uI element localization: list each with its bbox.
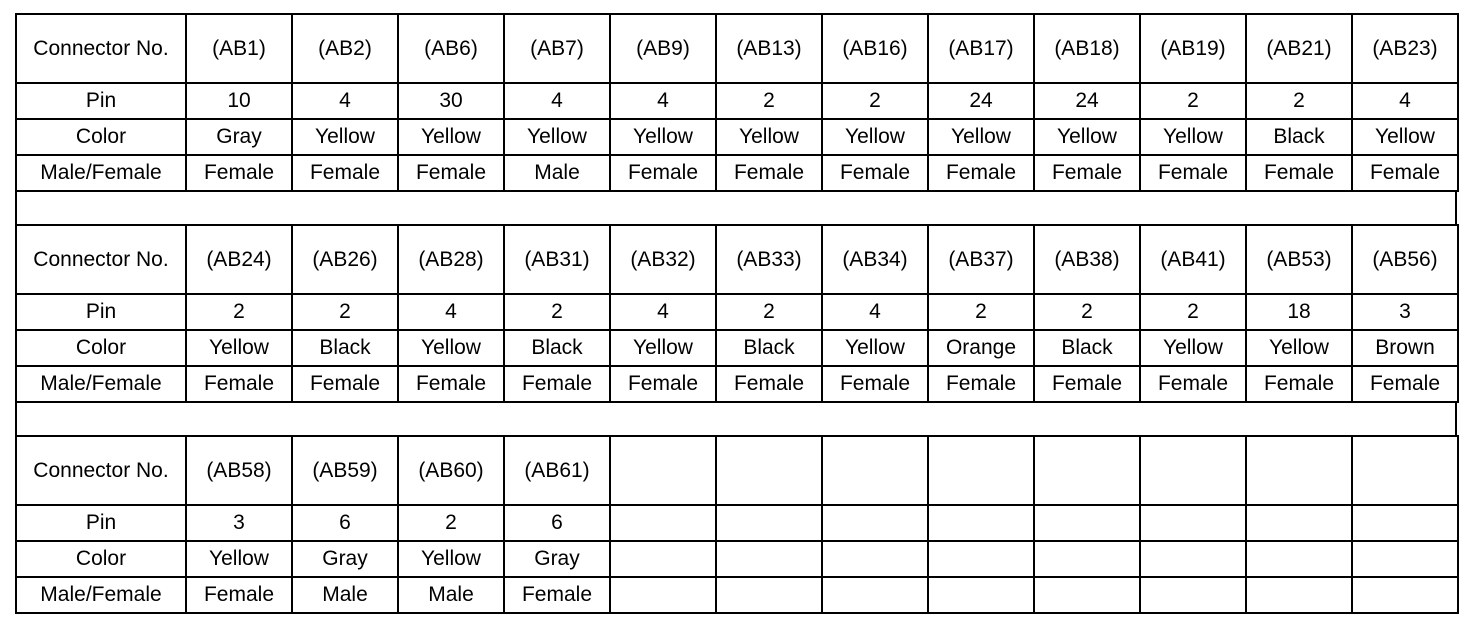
connector-gender-cell: Female [186,366,292,402]
pin-count-cell: 2 [186,294,292,330]
pin-count-cell [610,505,716,541]
row-pin [16,505,1458,541]
connector-gender-cell: Female [1140,155,1246,191]
pin-count-cell [1034,505,1140,541]
pin-count-cell: 4 [1352,83,1458,119]
connector-gender-cell: Female [716,155,822,191]
row-gender [16,577,1458,613]
connector-color-cell: Gray [504,541,610,577]
connector-gender-cell: Female [186,155,292,191]
connector-gender-cell [822,577,928,613]
connector-no-cell: (AB6) [398,14,504,83]
connector-color-cell: Gray [292,541,398,577]
connector-gender-cell [1140,577,1246,613]
pin-count-cell [1352,505,1458,541]
connector-no-cell: (AB31) [504,225,610,294]
pin-count-cell: 4 [610,294,716,330]
connector-gender-cell [610,577,716,613]
pin-count-cell: 2 [1246,83,1352,119]
connector-color-cell: Orange [928,330,1034,366]
connector-no-cell: (AB24) [186,225,292,294]
pin-count-cell [1140,505,1246,541]
connector-gender-cell: Female [1140,366,1246,402]
row-label-gender: Male/Female [16,155,186,191]
connector-color-cell: Yellow [716,119,822,155]
connector-gender-cell: Female [610,366,716,402]
connector-color-cell: Yellow [186,541,292,577]
connector-block-3 [15,435,1459,614]
row-pin [16,83,1458,119]
block-separator [15,192,1457,224]
row-label-gender: Male/Female [16,577,186,613]
connector-gender-cell: Female [822,155,928,191]
connector-color-cell: Yellow [1140,119,1246,155]
connector-gender-cell [716,577,822,613]
connector-no-cell [1034,436,1140,505]
connector-color-cell: Yellow [928,119,1034,155]
connector-no-cell: (AB61) [504,436,610,505]
pin-count-cell: 2 [292,294,398,330]
connector-color-cell [928,541,1034,577]
connector-no-cell [1352,436,1458,505]
connector-gender-cell: Male [398,577,504,613]
connector-gender-cell: Female [398,155,504,191]
pin-count-cell: 30 [398,83,504,119]
pin-count-cell: 4 [292,83,398,119]
pin-count-cell: 4 [398,294,504,330]
connector-no-cell: (AB23) [1352,14,1458,83]
row-label-gender: Male/Female [16,366,186,402]
pin-count-cell: 4 [504,83,610,119]
connector-no-cell: (AB18) [1034,14,1140,83]
connector-color-cell: Yellow [1140,330,1246,366]
connector-no-cell: (AB28) [398,225,504,294]
connector-gender-cell: Female [504,366,610,402]
connector-no-cell: (AB1) [186,14,292,83]
connector-gender-cell [1352,577,1458,613]
connector-gender-cell: Female [504,577,610,613]
row-label-pin: Pin [16,83,186,119]
connector-color-cell: Yellow [186,330,292,366]
pin-count-cell: 2 [1140,294,1246,330]
connector-color-cell: Gray [186,119,292,155]
connector-color-cell [822,541,928,577]
connector-color-cell: Yellow [610,119,716,155]
connector-no-cell: (AB56) [1352,225,1458,294]
connector-color-cell: Yellow [398,330,504,366]
pin-count-cell [822,505,928,541]
pin-count-cell: 18 [1246,294,1352,330]
pin-count-cell: 2 [1140,83,1246,119]
connector-gender-cell: Female [822,366,928,402]
connector-no-cell: (AB2) [292,14,398,83]
pin-count-cell: 2 [822,83,928,119]
connector-gender-cell [1034,577,1140,613]
connector-block-2 [15,224,1459,403]
connector-color-cell [610,541,716,577]
pin-count-cell [1246,505,1352,541]
pin-count-cell: 6 [292,505,398,541]
connector-color-cell: Yellow [504,119,610,155]
connector-color-cell: Yellow [822,119,928,155]
connector-gender-cell: Female [928,366,1034,402]
connector-no-cell: (AB17) [928,14,1034,83]
pin-count-cell: 2 [716,83,822,119]
connector-color-cell: Yellow [292,119,398,155]
connector-gender-cell: Female [1246,155,1352,191]
connector-no-cell [610,436,716,505]
connector-gender-cell: Female [292,366,398,402]
connector-gender-cell: Male [292,577,398,613]
connector-no-cell [928,436,1034,505]
connector-color-cell [716,541,822,577]
connector-color-cell [1034,541,1140,577]
connector-no-cell: (AB26) [292,225,398,294]
connector-no-cell: (AB21) [1246,14,1352,83]
pin-count-cell: 3 [186,505,292,541]
connector-no-cell: (AB41) [1140,225,1246,294]
pin-count-cell: 2 [504,294,610,330]
connector-no-cell: (AB38) [1034,225,1140,294]
pin-count-cell: 24 [928,83,1034,119]
connector-no-cell: (AB13) [716,14,822,83]
connector-no-cell: (AB34) [822,225,928,294]
connector-gender-cell: Female [398,366,504,402]
connector-gender-cell [1246,577,1352,613]
pin-count-cell [716,505,822,541]
row-connector [16,14,1458,83]
connector-gender-cell: Female [1352,155,1458,191]
connector-color-cell: Yellow [398,119,504,155]
row-color [16,330,1458,366]
row-label-connector: Connector No. [16,436,186,505]
connector-no-cell: (AB58) [186,436,292,505]
pin-count-cell: 4 [610,83,716,119]
row-label-connector: Connector No. [16,14,186,83]
row-label-pin: Pin [16,294,186,330]
connector-gender-cell: Female [186,577,292,613]
connector-no-cell: (AB59) [292,436,398,505]
connector-gender-cell: Female [292,155,398,191]
connector-no-cell: (AB32) [610,225,716,294]
pin-count-cell: 3 [1352,294,1458,330]
connector-color-cell: Yellow [1034,119,1140,155]
connector-color-cell: Black [1246,119,1352,155]
row-label-color: Color [16,330,186,366]
connector-color-cell: Black [716,330,822,366]
connector-gender-cell [928,577,1034,613]
connector-no-cell: (AB7) [504,14,610,83]
connector-no-cell [822,436,928,505]
row-color [16,119,1458,155]
connector-no-cell: (AB19) [1140,14,1246,83]
connector-gender-cell: Female [928,155,1034,191]
connector-color-cell: Yellow [822,330,928,366]
connector-no-cell [716,436,822,505]
pin-count-cell [928,505,1034,541]
row-pin [16,294,1458,330]
row-gender [16,155,1458,191]
connector-gender-cell: Male [504,155,610,191]
connector-color-cell: Black [504,330,610,366]
connector-gender-cell: Female [1246,366,1352,402]
pin-count-cell: 6 [504,505,610,541]
row-label-color: Color [16,541,186,577]
row-connector [16,436,1458,505]
connector-gender-cell: Female [716,366,822,402]
connector-color-cell: Yellow [610,330,716,366]
connector-color-cell [1352,541,1458,577]
connector-table [15,13,1457,614]
connector-no-cell [1140,436,1246,505]
connector-gender-cell: Female [610,155,716,191]
pin-count-cell: 24 [1034,83,1140,119]
row-label-connector: Connector No. [16,225,186,294]
connector-no-cell [1246,436,1352,505]
connector-color-cell [1246,541,1352,577]
connector-color-cell: Black [1034,330,1140,366]
pin-count-cell: 2 [398,505,504,541]
connector-color-cell: Yellow [1246,330,1352,366]
connector-no-cell: (AB16) [822,14,928,83]
connector-gender-cell: Female [1352,366,1458,402]
pin-count-cell: 2 [1034,294,1140,330]
connector-color-cell: Yellow [398,541,504,577]
connector-no-cell: (AB33) [716,225,822,294]
row-label-color: Color [16,119,186,155]
connector-gender-cell: Female [1034,155,1140,191]
connector-color-cell: Yellow [1352,119,1458,155]
connector-block-1 [15,13,1459,192]
pin-count-cell: 10 [186,83,292,119]
connector-color-cell [1140,541,1246,577]
row-gender [16,366,1458,402]
row-connector [16,225,1458,294]
connector-no-cell: (AB37) [928,225,1034,294]
connector-no-cell: (AB9) [610,14,716,83]
pin-count-cell: 2 [928,294,1034,330]
connector-no-cell: (AB60) [398,436,504,505]
row-label-pin: Pin [16,505,186,541]
pin-count-cell: 2 [716,294,822,330]
row-color [16,541,1458,577]
connector-no-cell: (AB53) [1246,225,1352,294]
block-separator [15,403,1457,435]
connector-color-cell: Black [292,330,398,366]
connector-gender-cell: Female [1034,366,1140,402]
pin-count-cell: 4 [822,294,928,330]
connector-color-cell: Brown [1352,330,1458,366]
